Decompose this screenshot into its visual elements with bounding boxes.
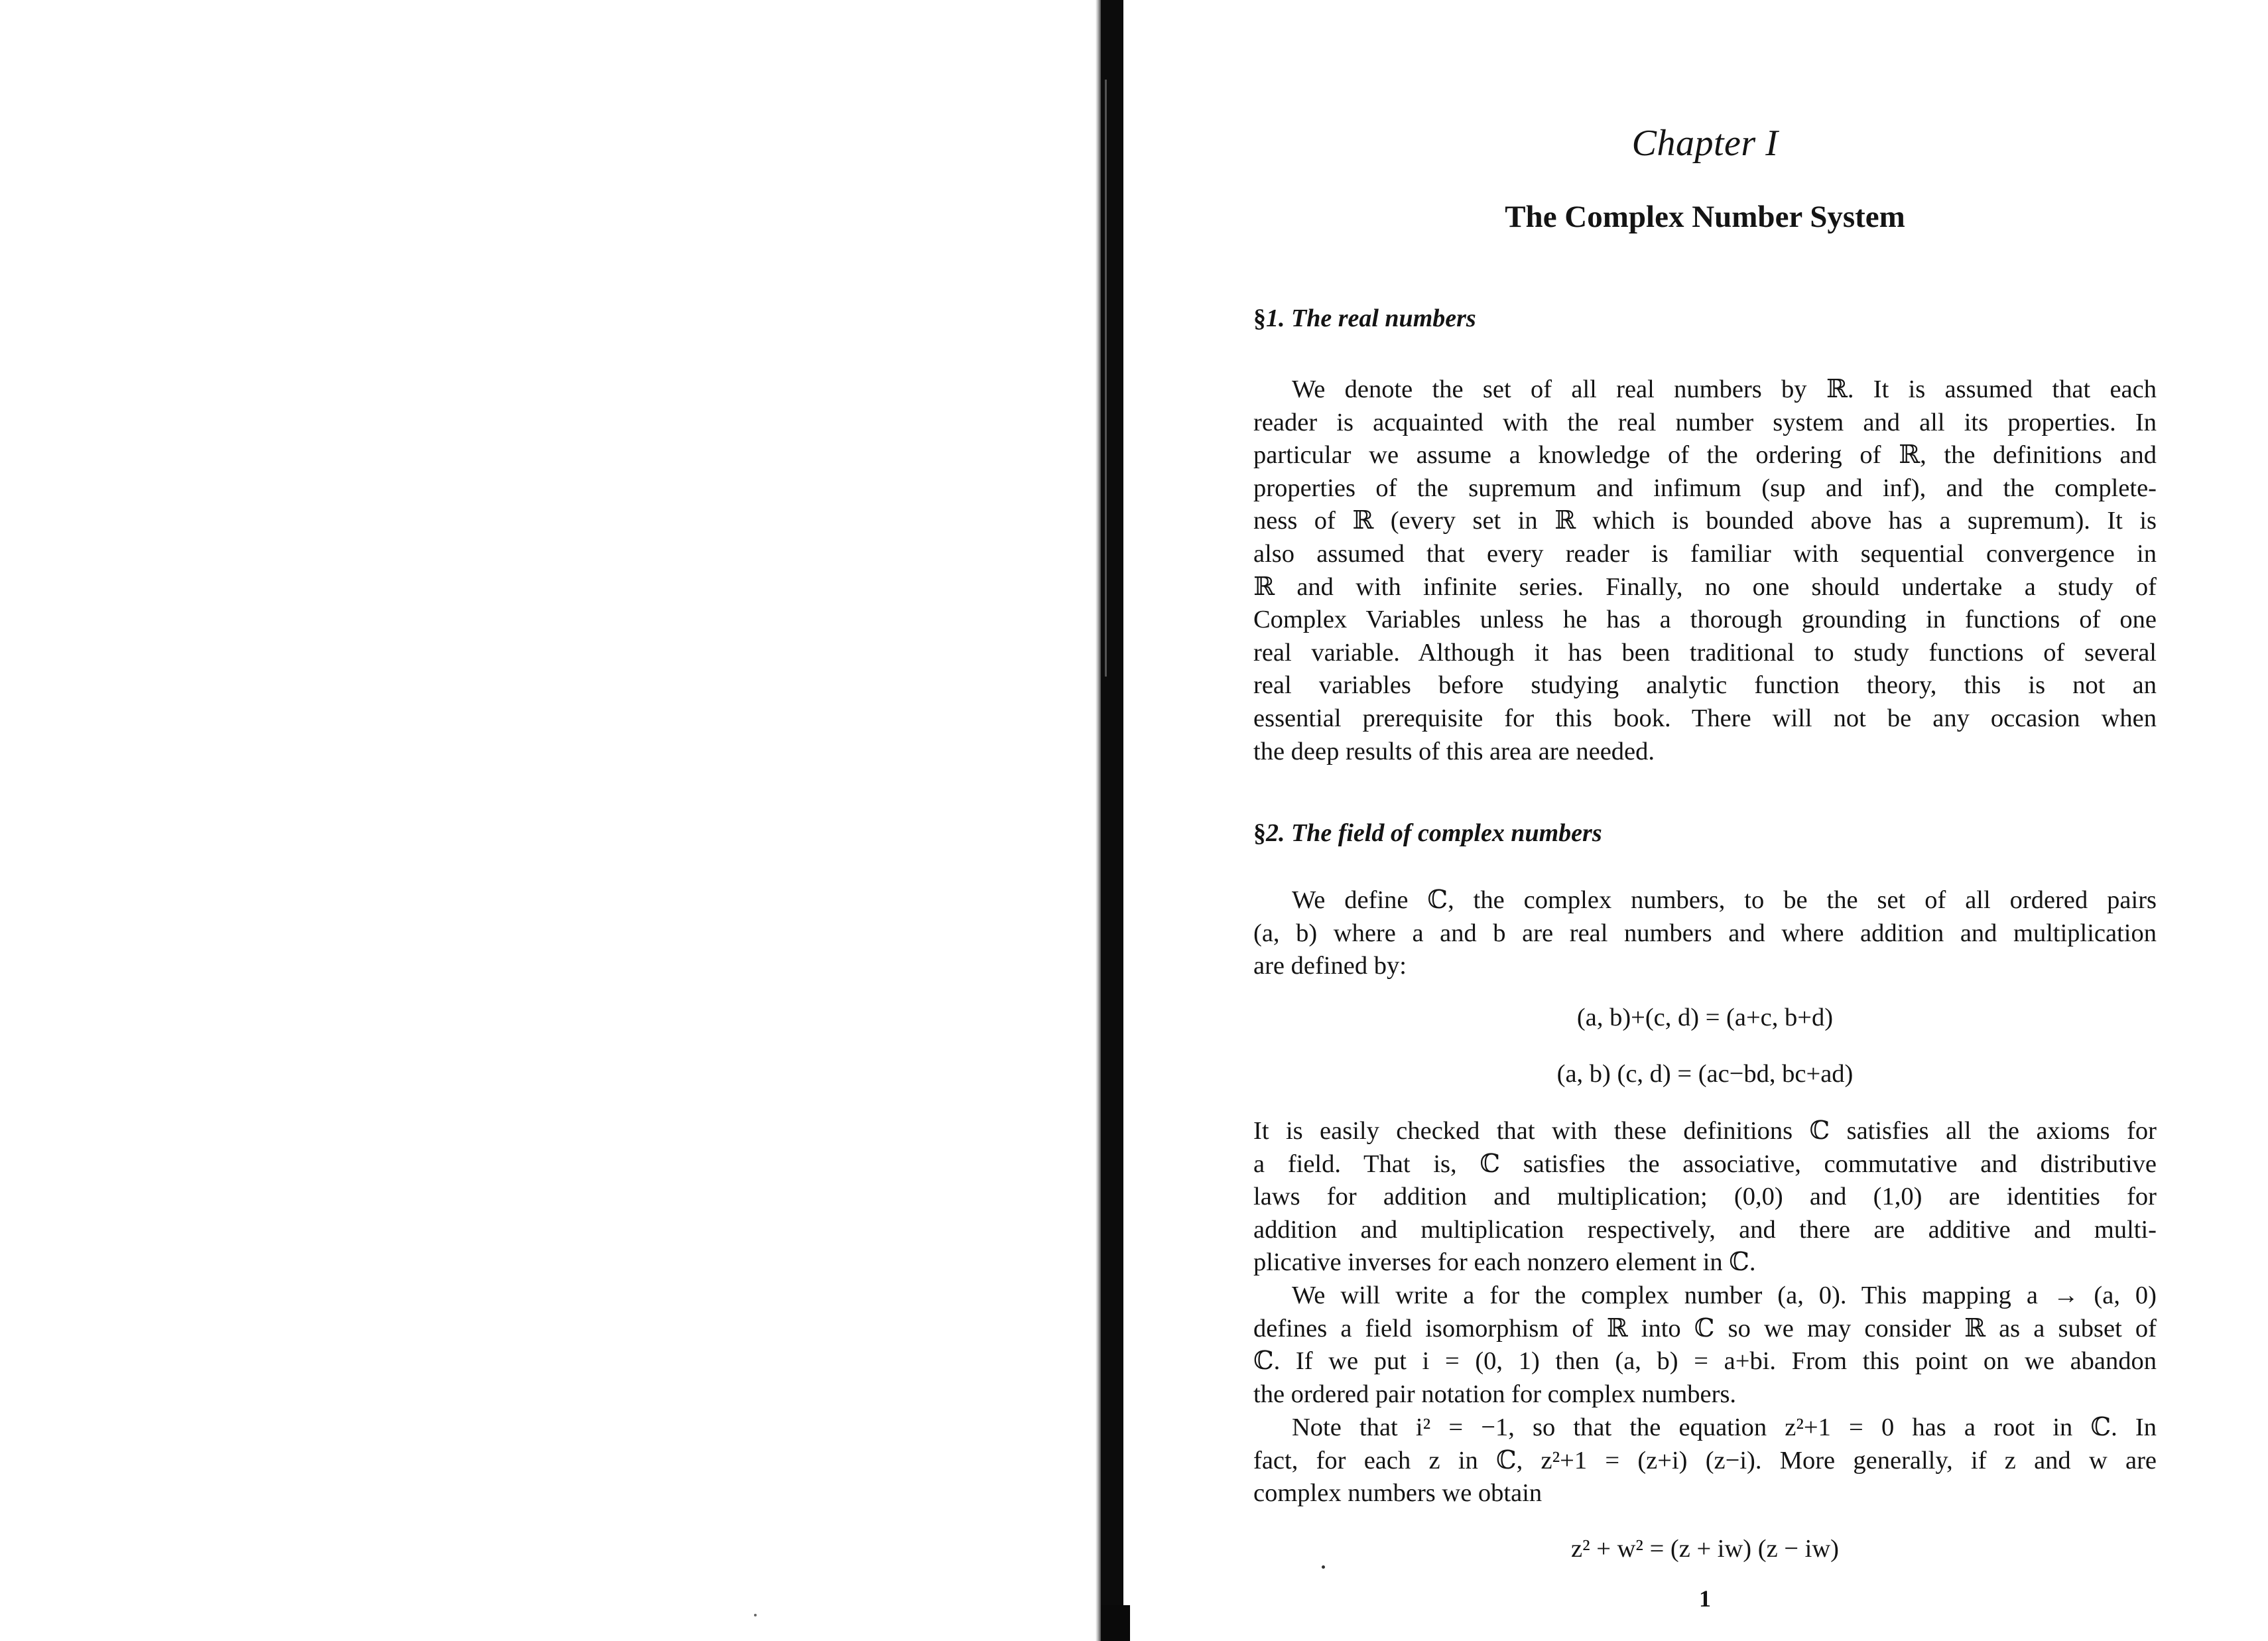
- section-symbol: §: [1253, 819, 1266, 847]
- text-line: We denote the set of all real numbers by ℝ. It is assumed that each: [1292, 375, 2157, 403]
- text-line: particular we assume a knowledge of the ordering of ℝ, the definitions and: [1253, 441, 2157, 470]
- section-1-paragraph: [1253, 373, 2157, 768]
- section-1-heading: [1253, 304, 1476, 333]
- print-mark: [1322, 1565, 1325, 1569]
- text-line: the ordered pair notation for complex numbers.: [1253, 1380, 1737, 1408]
- section-symbol: §: [1253, 304, 1266, 332]
- text-line: (a, b) where a and b are real numbers and where addition and multiplication: [1253, 919, 2157, 947]
- section-2-intro: [1253, 884, 2157, 983]
- equation-factorization: z² + w² = (z + iw) (z − iw): [1571, 1535, 1839, 1563]
- field-axioms-paragraph: [1253, 1115, 2157, 1280]
- text-line: It is easily checked that with these definitions ℂ satisfies all the axioms for: [1253, 1117, 2157, 1145]
- equation-addition: (a, b)+(c, d) = (a+c, b+d): [1576, 1004, 1834, 1031]
- text-line: also assumed that every reader is familiar with sequential convergence in: [1253, 539, 2157, 568]
- text-line: ℝ and with infinite series. Finally, no one should undertake a study of: [1253, 572, 2157, 601]
- text-line: complex numbers we obtain: [1253, 1479, 1543, 1508]
- equation-multiplication: (a, b) (c, d) = (ac−bd, bc+ad): [1556, 1060, 1854, 1088]
- text-line: Complex Variables unless he has a thorough grounding in functions of one: [1253, 606, 2157, 634]
- text-line: plicative inverses for each nonzero element in ℂ.: [1253, 1248, 1756, 1277]
- text-line: laws for addition and multiplication; (0,0) and (1,0) are identities for: [1253, 1183, 2157, 1211]
- text-line: We define ℂ, the complex numbers, to be the set of all ordered pairs: [1292, 886, 2157, 914]
- section-number: 2.: [1266, 819, 1285, 847]
- gutter-streak: [1105, 80, 1107, 677]
- text-line: ℂ. If we put i = (0, 1) then (a, b) = a+bi. From this point on we abandon: [1253, 1347, 2157, 1376]
- text-line: properties of the supremum and infimum (sup and inf), and the complete-: [1253, 474, 2157, 502]
- text-line: reader is acquainted with the real number system and all its properties. In: [1253, 408, 2157, 436]
- text-line: fact, for each z in ℂ, z²+1 = (z+i) (z−i). More generally, if z and w are: [1253, 1446, 2157, 1475]
- text-line: are defined by:: [1253, 952, 1407, 980]
- text-line: addition and multiplication respectively, and there are additive and multi-: [1253, 1215, 2157, 1244]
- text-line: defines a field isomorphism of ℝ into ℂ so we may consider ℝ as a subset of: [1253, 1314, 2157, 1343]
- text-line: Note that i² = −1, so that the equation z²+1 = 0 has a root in ℂ. In: [1292, 1413, 2157, 1441]
- text-line: essential prerequisite for this book. There will not be any occasion when: [1253, 704, 2157, 732]
- section-title: The field of complex numbers: [1291, 819, 1602, 847]
- gutter-base: [1101, 1605, 1130, 1641]
- chapter-title: The Complex Number System: [1505, 200, 1905, 234]
- page-number: 1: [1699, 1585, 1711, 1612]
- section-title: The real numbers: [1291, 304, 1476, 332]
- section-number: 1.: [1266, 304, 1285, 332]
- left-blank-page: [0, 0, 1101, 1641]
- paper-speck: [754, 1614, 757, 1616]
- text-line: the deep results of this area are needed.: [1253, 737, 1655, 765]
- section-2-heading: [1253, 819, 1602, 848]
- note-paragraph: [1253, 1411, 2157, 1510]
- text-line: real variables before studying analytic function theory, this is not an: [1253, 671, 2157, 700]
- text-line: We will write a for the complex number (a, 0). This mapping a → (a, 0): [1292, 1281, 2157, 1309]
- text-line: a field. That is, ℂ satisfies the associative, commutative and distributive: [1253, 1149, 2157, 1178]
- right-page: [1253, 0, 2157, 1641]
- chapter-label: Chapter I: [1631, 123, 1779, 164]
- text-line: ness of ℝ (every set in ℝ which is bounded above has a supremum). It is: [1253, 507, 2157, 535]
- text-line: real variable. Although it has been traditional to study functions of several: [1253, 638, 2157, 667]
- mapping-paragraph: [1253, 1280, 2157, 1411]
